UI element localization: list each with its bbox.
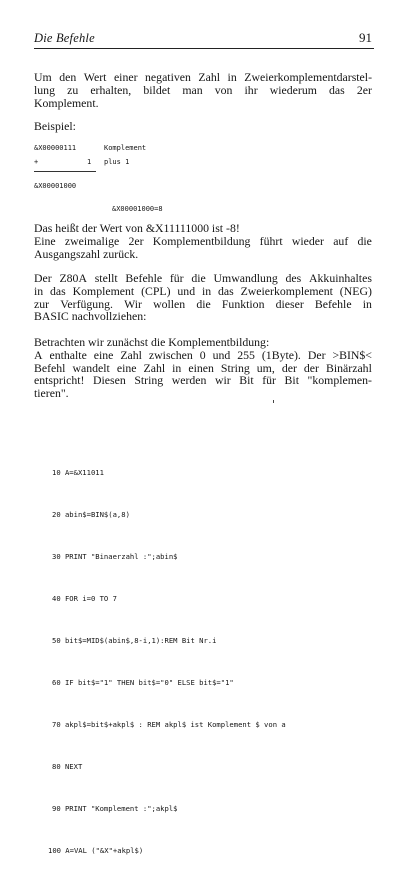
text-line: tieren". — [34, 386, 69, 401]
calc-row2-value: 1 — [87, 158, 92, 166]
text-line: entspricht! Diesen String werden wir Bit für Bit "komplemen- — [34, 373, 372, 388]
code-line: 100 A=VAL ("&X"+akpl$) — [48, 846, 144, 855]
example-label: Beispiel: — [34, 119, 76, 133]
page-header — [34, 31, 374, 49]
code-line: 80 NEXT — [52, 762, 83, 771]
page-number: 91 — [359, 30, 372, 45]
text-line: Um den Wert einer negativen Zahl in Zweierkomplementdarstel- — [34, 70, 372, 84]
text-line: Eine zweimalige 2er Komplementbildung führt wieder auf die — [34, 233, 372, 248]
code-line: 50 bit$=MID$(abin$,8-i,1):REM Bit Nr.i — [52, 636, 217, 645]
intro-paragraph — [34, 71, 372, 109]
calc-row3-value: &X00001000 — [34, 182, 77, 190]
sum-line — [34, 171, 96, 172]
text-line: lung zu erhalten, bildet man von ihr wiederum das 2er — [34, 82, 372, 97]
calc-row1-value: &X00000111 — [34, 144, 77, 152]
code-line: 30 PRINT "Binaerzahl :";abin$ — [52, 552, 178, 561]
text-line: Betrachten wir zunächst die Komplementbildung: — [34, 335, 270, 349]
complement-paragraph — [34, 336, 372, 400]
text-line: Komplement. — [34, 95, 99, 110]
text-line: zur Verfügung. Wir wollen die Funktion dieser Befehle in — [34, 296, 372, 311]
chapter-title: Die Befehle — [34, 31, 95, 45]
code-line: 90 PRINT "Komplement :";akpl$ — [52, 804, 178, 813]
code-line: 40 FOR i=0 TO 7 — [52, 594, 117, 603]
text-line: Das heißt der Wert von &X11111000 ist -8! — [34, 221, 240, 235]
calc-row2-op: + — [34, 158, 39, 166]
text-line: Der Z80A stellt Befehle für die Umwandlung des Akkuinhaltes — [34, 271, 372, 285]
text-line: Ausgangszahl zurück. — [34, 246, 139, 261]
code-line: 20 abin$=BIN$(a,8) — [52, 510, 130, 519]
print-speck — [273, 400, 274, 403]
calc-row4-value: &X00001000=8 — [112, 205, 163, 213]
text-line: A enthalte eine Zahl zwischen 0 und 255 (1Byte). Der >BIN$< — [34, 347, 372, 362]
code-line: 60 IF bit$="1" THEN bit$="0" ELSE bit$="1" — [52, 678, 234, 687]
calc-row1-note: Komplement — [104, 144, 147, 152]
code-line: 10 A=&X11011 — [52, 468, 104, 477]
text-line: BASIC nachvollziehen: — [34, 309, 147, 324]
z80-paragraph — [34, 272, 372, 323]
basic-listing — [48, 438, 286, 886]
calc-row2-note: plus 1 — [104, 158, 130, 166]
text-line: in das Komplement (CPL) und in das Zweierkomplement (NEG) — [34, 283, 372, 298]
text-line: Befehl wandelt eine Zahl in einen String um, der der Binärzahl — [34, 360, 372, 375]
result-paragraph — [34, 222, 372, 260]
code-line: 70 akpl$=bit$+akpl$ : REM akpl$ ist Komplement $ von a — [52, 720, 286, 729]
